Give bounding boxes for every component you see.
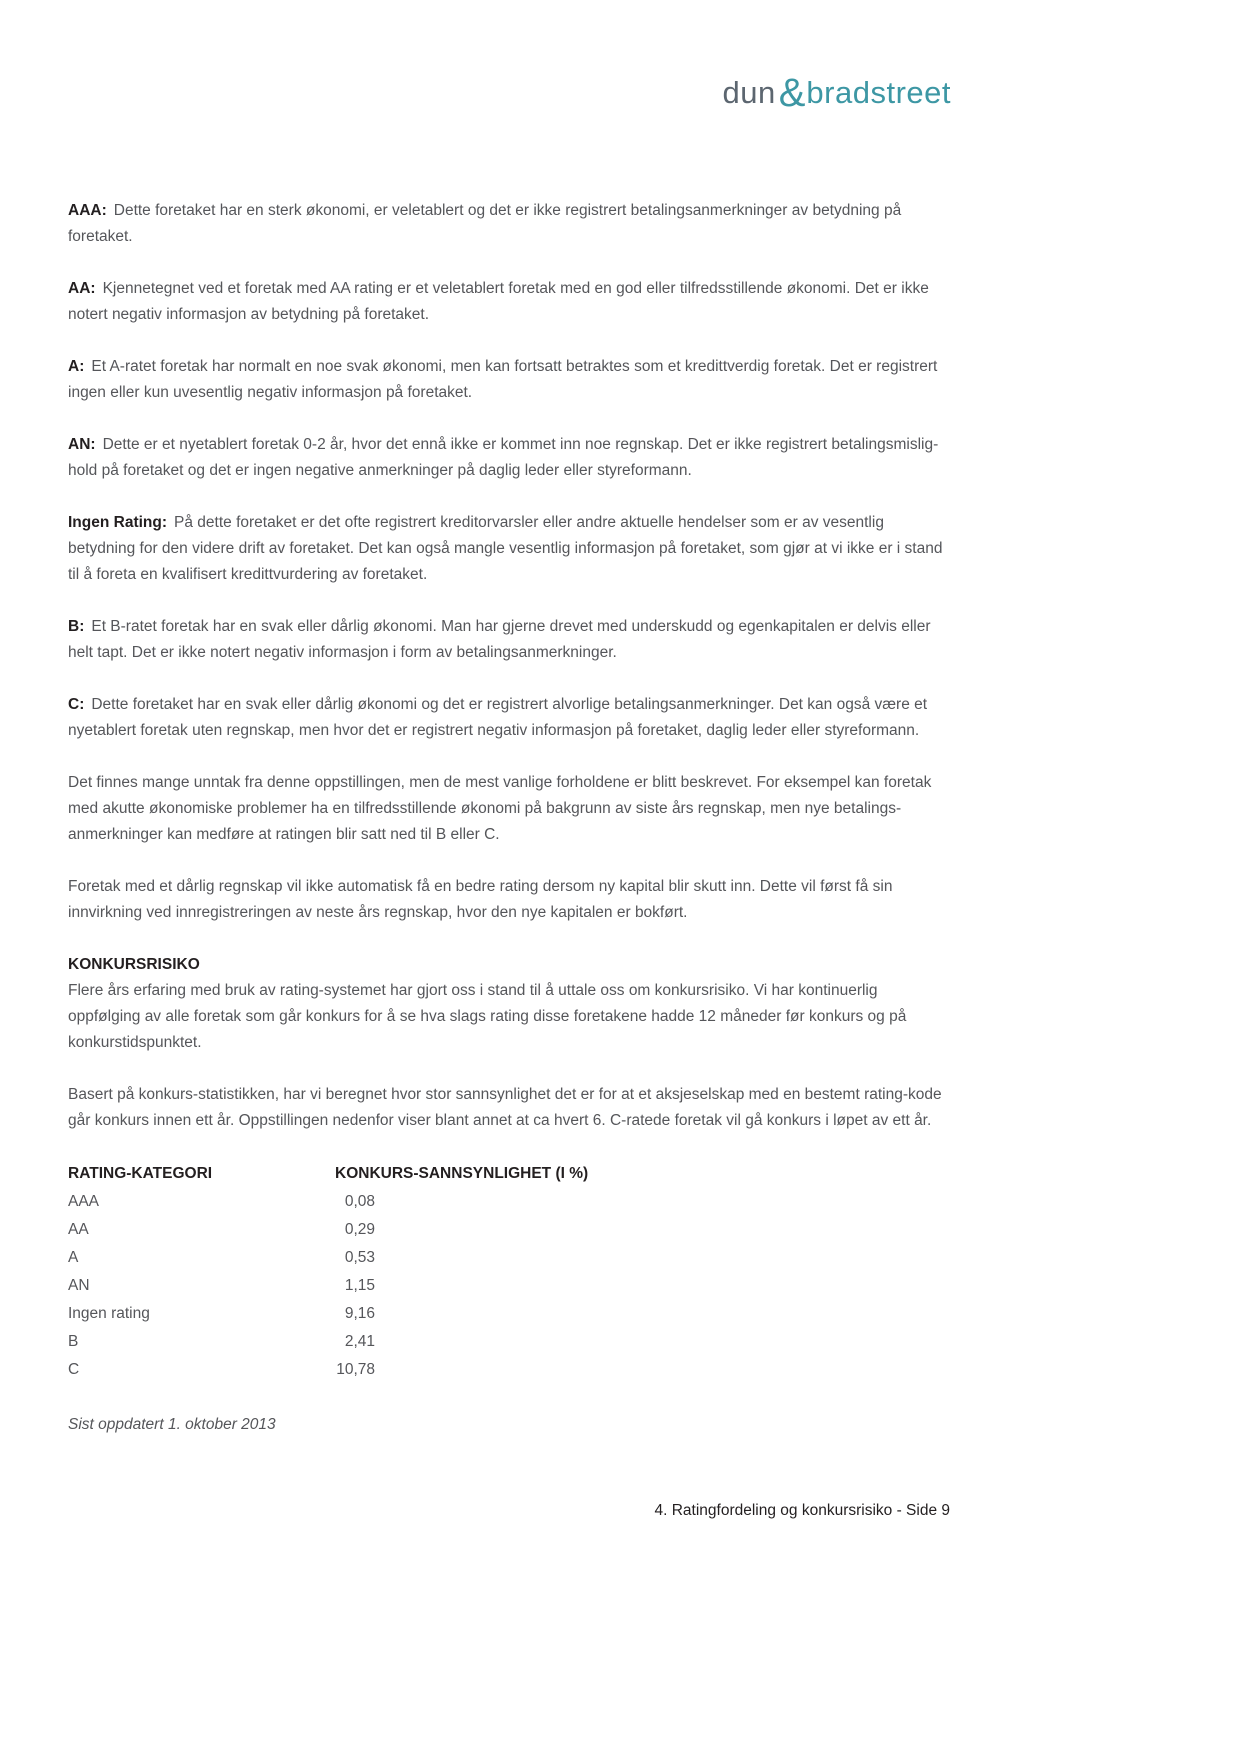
rating-label-a: A: bbox=[68, 358, 85, 375]
rating-paragraph-aaa bbox=[68, 198, 952, 250]
rating-label-aaa: AAA: bbox=[68, 202, 107, 219]
table-cell-value: 2,41 bbox=[344, 1333, 375, 1350]
table-cell-value: 0,08 bbox=[344, 1193, 375, 1210]
rating-paragraph-b bbox=[68, 614, 952, 666]
table-row bbox=[68, 1328, 952, 1356]
rating-label-aa: AA: bbox=[68, 280, 96, 297]
logo-text-dun: dun bbox=[722, 75, 776, 110]
logo-ampersand-icon: & bbox=[778, 71, 806, 115]
rating-text-an: Dette er et nyetablert foretak 0-2 år, hvor det ennå ikke er kommet inn noe regnskap. Det er ikke registrert betalingsmislig- hold på foretaket og det er ingen negative anmerkninger på daglig leder eller styreformann. bbox=[68, 436, 939, 479]
dun-bradstreet-logo bbox=[723, 68, 952, 113]
konkursrisiko-paragraph-2: Basert på konkurs-statistikken, har vi beregnet hvor stor sannsynlighet det er for at et aksjeselskap med en bestemt rating-kode går konkurs innen ett år. Oppstillingen nedenfor viser blant annet at ca hvert 6. C-ratede foretak vil gå konkurs i løpet av ett år. bbox=[68, 1086, 942, 1129]
rating-paragraph-aa bbox=[68, 276, 952, 328]
rating-text-b: Et B-ratet foretak har en svak eller dårlig økonomi. Man har gjerne drevet med underskudd og egenkapitalen er delvis eller helt tapt. Det er ikke notert negativ informasjon i form av betalingsanmerkninger. bbox=[68, 618, 931, 661]
konkursrisiko-paragraph-1: Flere års erfaring med bruk av rating-systemet har gjort oss i stand til å uttale oss om konkursrisiko. Vi har kontinuerlig oppfølging av alle foretak som går konkurs for å se hva slags rating disse foretakene hadde 12 måneder før konkurs og på konkurstidspunktet. bbox=[68, 982, 907, 1051]
rating-paragraph-ingen-rating bbox=[68, 510, 952, 588]
table-cell-value: 0,29 bbox=[344, 1221, 375, 1238]
rating-text-c: Dette foretaket har en svak eller dårlig økonomi og det er registrert alvorlige betalingsanmerkninger. Det kan også være et nyetablert foretak uten regnskap, men hvor det er registrert negativ informasjon på foretaket, daglig leder eller styreformann. bbox=[68, 696, 928, 739]
table-row bbox=[68, 1244, 952, 1272]
table-cell-category: B bbox=[68, 1333, 79, 1350]
table-cell-value: 10,78 bbox=[336, 1361, 375, 1378]
last-updated-note: Sist oppdatert 1. oktober 2013 bbox=[68, 1416, 276, 1433]
rating-paragraph-c bbox=[68, 692, 952, 744]
section-heading-konkursrisiko: KONKURSRISIKO bbox=[68, 956, 200, 973]
rating-text-aaa: Dette foretaket har en sterk økonomi, er veletablert og det er ikke registrert betalingsanmerkninger av betydning på foretaket. bbox=[68, 202, 902, 245]
rating-text-ingen-rating: På dette foretaket er det ofte registrert kreditorvarsler eller andre aktuelle hendelser som er av vesentlig betydning for den videre drift av foretaket. Det kan også mangle vesentlig informasjon på foretaket, som gjør at vi ikke er i stand til å foreta en kvalifisert kredittvurdering av foretaket. bbox=[68, 514, 943, 583]
document-body bbox=[68, 198, 952, 1454]
table-row bbox=[68, 1216, 952, 1244]
table-cell-value: 1,15 bbox=[344, 1277, 375, 1294]
table-cell-category: A bbox=[68, 1249, 79, 1266]
table-cell-category: AN bbox=[68, 1277, 90, 1294]
table-header-probability: KONKURS-SANNSYNLIGHET (I %) bbox=[335, 1165, 589, 1182]
table-row bbox=[68, 1188, 952, 1216]
logo-text-bradstreet: bradstreet bbox=[806, 75, 951, 110]
table-header-category: RATING-KATEGORI bbox=[68, 1165, 213, 1182]
rating-label-ingen-rating: Ingen Rating: bbox=[68, 514, 168, 531]
rating-probability-table bbox=[68, 1160, 952, 1384]
table-cell-value: 9,16 bbox=[344, 1305, 375, 1322]
rating-text-a: Et A-ratet foretak har normalt en noe svak økonomi, men kan fortsatt betraktes som et kredittverdig foretak. Det er registrert ingen eller kun uvesentlig negativ informasjon på foretaket. bbox=[68, 358, 938, 401]
table-row bbox=[68, 1272, 952, 1300]
note-paragraph-exceptions: Det finnes mange unntak fra denne oppstillingen, men de mest vanlige forholdene er blitt beskrevet. For eksempel kan foretak med akutte økonomiske problemer ha en tilfredsstillende økonomi på bakgrunn av siste års regnskap, men nye betalings- anmerkninger kan medføre at ratingen blir satt ned til B eller C. bbox=[68, 774, 932, 843]
rating-paragraph-a bbox=[68, 354, 952, 406]
rating-paragraph-an bbox=[68, 432, 952, 484]
table-row bbox=[68, 1300, 952, 1328]
table-row bbox=[68, 1356, 952, 1384]
table-cell-category: C bbox=[68, 1361, 80, 1378]
table-cell-category: AA bbox=[68, 1221, 89, 1238]
rating-label-b: B: bbox=[68, 618, 85, 635]
page-footer-label: 4. Ratingfordeling og konkursrisiko - Side 9 bbox=[654, 1502, 950, 1519]
table-cell-category: AAA bbox=[68, 1193, 100, 1210]
rating-label-an: AN: bbox=[68, 436, 96, 453]
rating-label-c: C: bbox=[68, 696, 85, 713]
rating-text-aa: Kjennetegnet ved et foretak med AA rating er et veletablert foretak med en god eller tilfredsstillende økonomi. Det er ikke notert negativ informasjon av betydning på foretaket. bbox=[68, 280, 929, 323]
table-cell-value: 0,53 bbox=[344, 1249, 375, 1266]
table-cell-category: Ingen rating bbox=[68, 1305, 150, 1322]
table-header-row bbox=[68, 1160, 952, 1188]
note-paragraph-capital: Foretak med et dårlig regnskap vil ikke automatisk få en bedre rating dersom ny kapital blir skutt inn. Dette vil først få sin innvirkning ved innregistreringen av neste års regnskap, hvor den nye kapitalen er bokført. bbox=[68, 878, 893, 921]
